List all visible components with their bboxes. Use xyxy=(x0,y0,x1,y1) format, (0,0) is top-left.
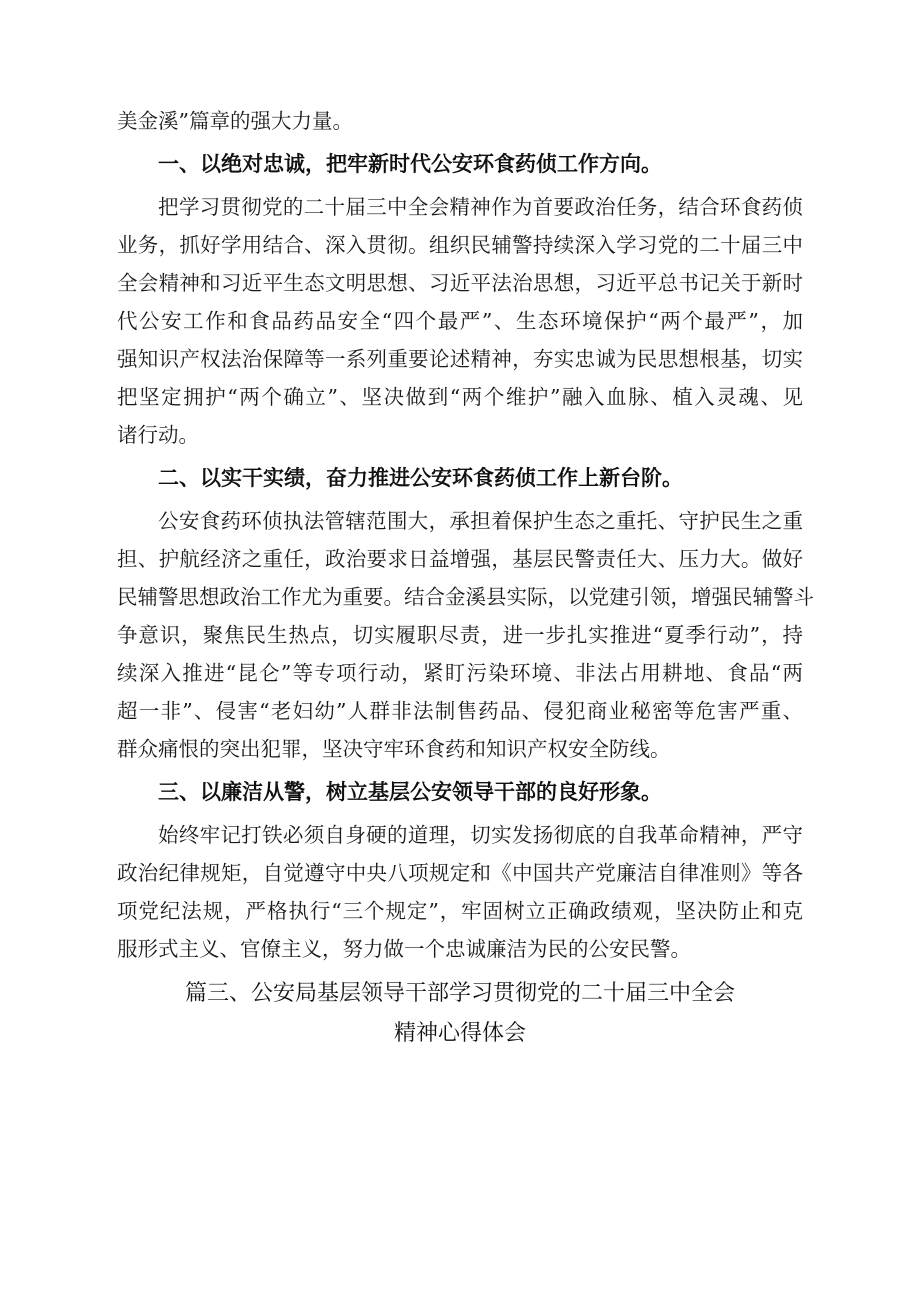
section-2-line-3: 民辅警思想政治工作尤为重要。结合金溪县实际，以党建引领，增强民辅警斗 xyxy=(117,585,814,609)
section-2-heading: 二、以实干实绩，奋力推进公安环食药侦工作上新台阶。 xyxy=(158,466,683,490)
section-1-line-7: 诸行动。 xyxy=(117,423,199,447)
section-1-line-4: 代公安工作和食品药品安全“四个最严”、生态环境保护“两个最严”，加 xyxy=(117,309,803,333)
intro-tail-line: 美金溪”篇章的强大力量。 xyxy=(117,109,353,133)
section-3-line-2: 政治纪律规矩，自觉遵守中央八项规定和《中国共产党廉洁自律准则》等各 xyxy=(117,861,803,885)
section-2-line-6: 超一非”、侵害“老妇幼”人群非法制售药品、侵犯商业秘密等危害严重、 xyxy=(117,699,803,723)
section-2-line-2: 担、护航经济之重任，政治要求日益增强，基层民警责任大、压力大。做好 xyxy=(117,547,803,571)
section-2-line-1: 公安食药环侦执法管辖范围大，承担着保护生态之重托、守护民生之重 xyxy=(158,509,803,533)
section-1-line-6: 把坚定拥护“两个确立”、坚决做到“两个维护”融入血脉、植入灵魂、见 xyxy=(117,385,803,409)
section-1 xyxy=(117,140,803,454)
section-3-heading: 三、以廉洁从警，树立基层公安领导干部的良好形象。 xyxy=(158,780,662,804)
section-2 xyxy=(117,454,814,768)
document-page xyxy=(117,102,814,1054)
section-1-heading: 一、以绝对忠诚，把牢新时代公安环食药侦工作方向。 xyxy=(158,152,662,176)
section-3-line-4: 服形式主义、官僚主义，努力做一个忠诚廉洁为民的公安民警。 xyxy=(117,937,691,961)
section-2-line-4: 争意识，聚焦民生热点，切实履职尽责，进一步扎实推进“夏季行动”，持 xyxy=(117,623,803,647)
section-3 xyxy=(117,768,803,968)
section-1-line-1: 把学习贯彻党的二十届三中全会精神作为首要政治任务，结合环食药侦 xyxy=(158,195,803,219)
next-article-title-line-2: 精神心得体会 xyxy=(393,1021,526,1046)
section-1-line-5: 强知识产权法治保障等一系列重要论述精神，夯实忠诚为民思想根基，切实 xyxy=(117,347,803,371)
section-3-line-3: 项党纪法规，严格执行“三个规定”，牢固树立正确政绩观，坚决防止和克 xyxy=(117,899,803,923)
next-article-title-line-1: 篇三、公安局基层领导干部学习贯彻党的二十届三中全会 xyxy=(184,981,735,1006)
next-article-title xyxy=(117,974,803,1054)
section-3-line-1: 始终牢记打铁必须自身硬的道理，切实发扬彻底的自我革命精神，严守 xyxy=(158,823,803,847)
section-2-line-7: 群众痛恨的突出犯罪，坚决守牢环食药和知识产权安全防线。 xyxy=(117,737,671,761)
section-1-line-3: 全会精神和习近平生态文明思想、习近平法治思想，习近平总书记关于新时 xyxy=(117,271,803,295)
section-1-line-2: 业务，抓好学用结合、深入贯彻。组织民辅警持续深入学习党的二十届三中 xyxy=(117,233,803,257)
section-2-line-5: 续深入推进“昆仑”等专项行动，紧盯污染环境、非法占用耕地、食品“两 xyxy=(117,661,803,685)
